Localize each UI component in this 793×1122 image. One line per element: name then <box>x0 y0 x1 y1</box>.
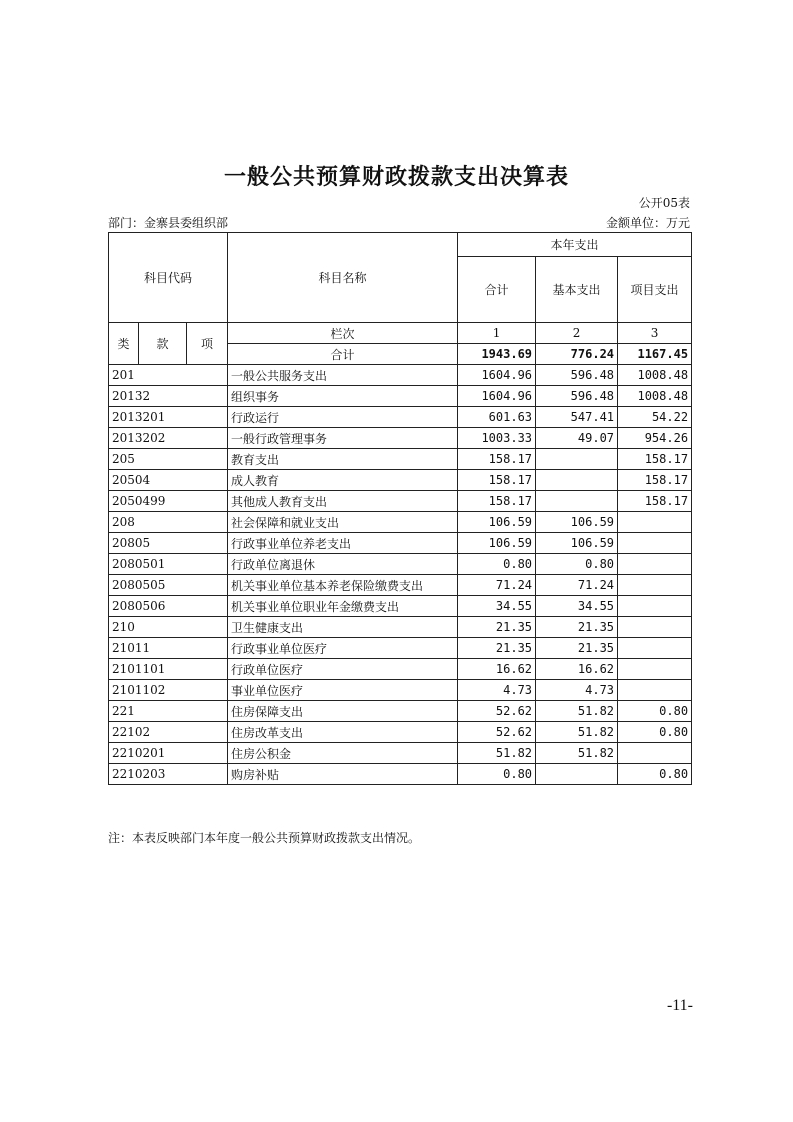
table-row <box>109 575 692 596</box>
table-row <box>109 428 692 449</box>
amount-total: 601.63 <box>458 407 536 428</box>
subject-code: 2080506 <box>109 596 228 617</box>
amount-basic <box>536 449 618 470</box>
amount-basic: 596.48 <box>536 386 618 407</box>
subject-code: 201 <box>109 365 228 386</box>
header-name: 科目名称 <box>228 233 458 323</box>
subject-code: 2080501 <box>109 554 228 575</box>
amount-project: 1008.48 <box>618 365 692 386</box>
amount-basic: 596.48 <box>536 365 618 386</box>
table-row <box>109 449 692 470</box>
amount-total: 1003.33 <box>458 428 536 449</box>
subject-name: 行政事业单位养老支出 <box>228 533 458 554</box>
amount-project <box>618 680 692 701</box>
header-kuan: 款 <box>139 323 187 365</box>
amount-basic: 16.62 <box>536 659 618 680</box>
subject-code: 2101102 <box>109 680 228 701</box>
table-row <box>109 512 692 533</box>
subject-name: 住房保障支出 <box>228 701 458 722</box>
table-row <box>109 554 692 575</box>
table-row <box>109 638 692 659</box>
amount-basic: 547.41 <box>536 407 618 428</box>
amount-basic: 106.59 <box>536 533 618 554</box>
amount-total: 34.55 <box>458 596 536 617</box>
subject-code: 21011 <box>109 638 228 659</box>
amount-project: 1008.48 <box>618 386 692 407</box>
amount-total: 158.17 <box>458 470 536 491</box>
amount-project <box>618 659 692 680</box>
amount-project: 0.80 <box>618 764 692 785</box>
amount-total: 158.17 <box>458 491 536 512</box>
unit-label: 金额单位：万元 <box>605 216 690 230</box>
subject-code: 210 <box>109 617 228 638</box>
subject-name: 住房改革支出 <box>228 722 458 743</box>
subject-code: 2080505 <box>109 575 228 596</box>
amount-basic: 0.80 <box>536 554 618 575</box>
header-total: 合计 <box>458 257 536 323</box>
table-row <box>109 743 692 764</box>
amount-project <box>618 575 692 596</box>
amount-project: 0.80 <box>618 722 692 743</box>
subject-name: 事业单位医疗 <box>228 680 458 701</box>
subject-code: 2101101 <box>109 659 228 680</box>
subject-code: 2210201 <box>109 743 228 764</box>
subject-name: 行政事业单位医疗 <box>228 638 458 659</box>
table-row <box>109 722 692 743</box>
header-code: 科目代码 <box>109 233 228 323</box>
amount-total: 16.62 <box>458 659 536 680</box>
amount-basic: 51.82 <box>536 743 618 764</box>
amount-basic: 21.35 <box>536 617 618 638</box>
subject-name: 机关事业单位基本养老保险缴费支出 <box>228 575 458 596</box>
table-row <box>109 491 692 512</box>
amount-project: 158.17 <box>618 470 692 491</box>
amount-total: 51.82 <box>458 743 536 764</box>
subject-code: 2013202 <box>109 428 228 449</box>
table-row <box>109 680 692 701</box>
amount-basic: 49.07 <box>536 428 618 449</box>
amount-total: 106.59 <box>458 533 536 554</box>
table-row <box>109 365 692 386</box>
page-title: 一般公共预算财政拨款支出决算表 <box>223 165 569 190</box>
subject-name: 购房补贴 <box>228 764 458 785</box>
header-col3: 3 <box>618 323 692 344</box>
amount-basic <box>536 764 618 785</box>
amount-project: 158.17 <box>618 449 692 470</box>
header-col1: 1 <box>458 323 536 344</box>
subject-code: 22102 <box>109 722 228 743</box>
form-number: 公开05表 <box>638 196 690 210</box>
amount-total: 158.17 <box>458 449 536 470</box>
subject-name: 成人教育 <box>228 470 458 491</box>
amount-project: 54.22 <box>618 407 692 428</box>
subject-code: 205 <box>109 449 228 470</box>
table-row <box>109 407 692 428</box>
amount-basic <box>536 470 618 491</box>
amount-total: 21.35 <box>458 617 536 638</box>
subject-name: 住房公积金 <box>228 743 458 764</box>
total-total: 1943.69 <box>458 344 536 365</box>
subject-code: 2050499 <box>109 491 228 512</box>
subject-code: 221 <box>109 701 228 722</box>
amount-project <box>618 596 692 617</box>
amount-project: 0.80 <box>618 701 692 722</box>
subject-name: 组织事务 <box>228 386 458 407</box>
subject-name: 其他成人教育支出 <box>228 491 458 512</box>
subject-name: 机关事业单位职业年金缴费支出 <box>228 596 458 617</box>
table-row <box>109 386 692 407</box>
amount-project: 954.26 <box>618 428 692 449</box>
amount-basic: 106.59 <box>536 512 618 533</box>
amount-total: 4.73 <box>458 680 536 701</box>
amount-project <box>618 617 692 638</box>
amount-total: 52.62 <box>458 701 536 722</box>
subject-name: 社会保障和就业支出 <box>228 512 458 533</box>
header-xiang: 项 <box>187 323 228 365</box>
amount-total: 106.59 <box>458 512 536 533</box>
footnote: 注：本表反映部门本年度一般公共预算财政拨款支出情况。 <box>108 831 421 845</box>
amount-basic: 4.73 <box>536 680 618 701</box>
table-row <box>109 659 692 680</box>
subject-code: 20132 <box>109 386 228 407</box>
header-lei: 类 <box>109 323 139 365</box>
page-number: -11- <box>666 997 693 1014</box>
table-row <box>109 470 692 491</box>
amount-basic <box>536 491 618 512</box>
total-basic: 776.24 <box>536 344 618 365</box>
amount-project <box>618 638 692 659</box>
table-row <box>109 701 692 722</box>
subject-name: 行政运行 <box>228 407 458 428</box>
header-lanci: 栏次 <box>228 323 458 344</box>
amount-total: 52.62 <box>458 722 536 743</box>
department-label: 部门：金寨县委组织部 <box>108 216 229 230</box>
subject-code: 208 <box>109 512 228 533</box>
subject-name: 行政单位离退休 <box>228 554 458 575</box>
amount-project: 158.17 <box>618 491 692 512</box>
subject-code: 20805 <box>109 533 228 554</box>
header-project: 项目支出 <box>618 257 692 323</box>
amount-total: 1604.96 <box>458 365 536 386</box>
amount-total: 1604.96 <box>458 386 536 407</box>
header-year-expense: 本年支出 <box>458 233 692 257</box>
amount-basic: 51.82 <box>536 722 618 743</box>
table-row <box>109 617 692 638</box>
subject-code: 2013201 <box>109 407 228 428</box>
table-row <box>109 596 692 617</box>
amount-project <box>618 554 692 575</box>
subject-name: 一般公共服务支出 <box>228 365 458 386</box>
header-basic: 基本支出 <box>536 257 618 323</box>
amount-total: 0.80 <box>458 764 536 785</box>
amount-project <box>618 533 692 554</box>
subject-name: 卫生健康支出 <box>228 617 458 638</box>
table-row <box>109 764 692 785</box>
expenditure-table <box>108 232 692 785</box>
subject-name: 行政单位医疗 <box>228 659 458 680</box>
amount-basic: 21.35 <box>536 638 618 659</box>
subject-name: 教育支出 <box>228 449 458 470</box>
header-col2: 2 <box>536 323 618 344</box>
amount-total: 71.24 <box>458 575 536 596</box>
subject-name: 一般行政管理事务 <box>228 428 458 449</box>
amount-project <box>618 743 692 764</box>
total-project: 1167.45 <box>618 344 692 365</box>
table-row <box>109 533 692 554</box>
amount-basic: 71.24 <box>536 575 618 596</box>
subject-code: 20504 <box>109 470 228 491</box>
subject-code: 2210203 <box>109 764 228 785</box>
total-label: 合计 <box>228 344 458 365</box>
amount-total: 0.80 <box>458 554 536 575</box>
amount-total: 21.35 <box>458 638 536 659</box>
amount-project <box>618 512 692 533</box>
amount-basic: 34.55 <box>536 596 618 617</box>
amount-basic: 51.82 <box>536 701 618 722</box>
